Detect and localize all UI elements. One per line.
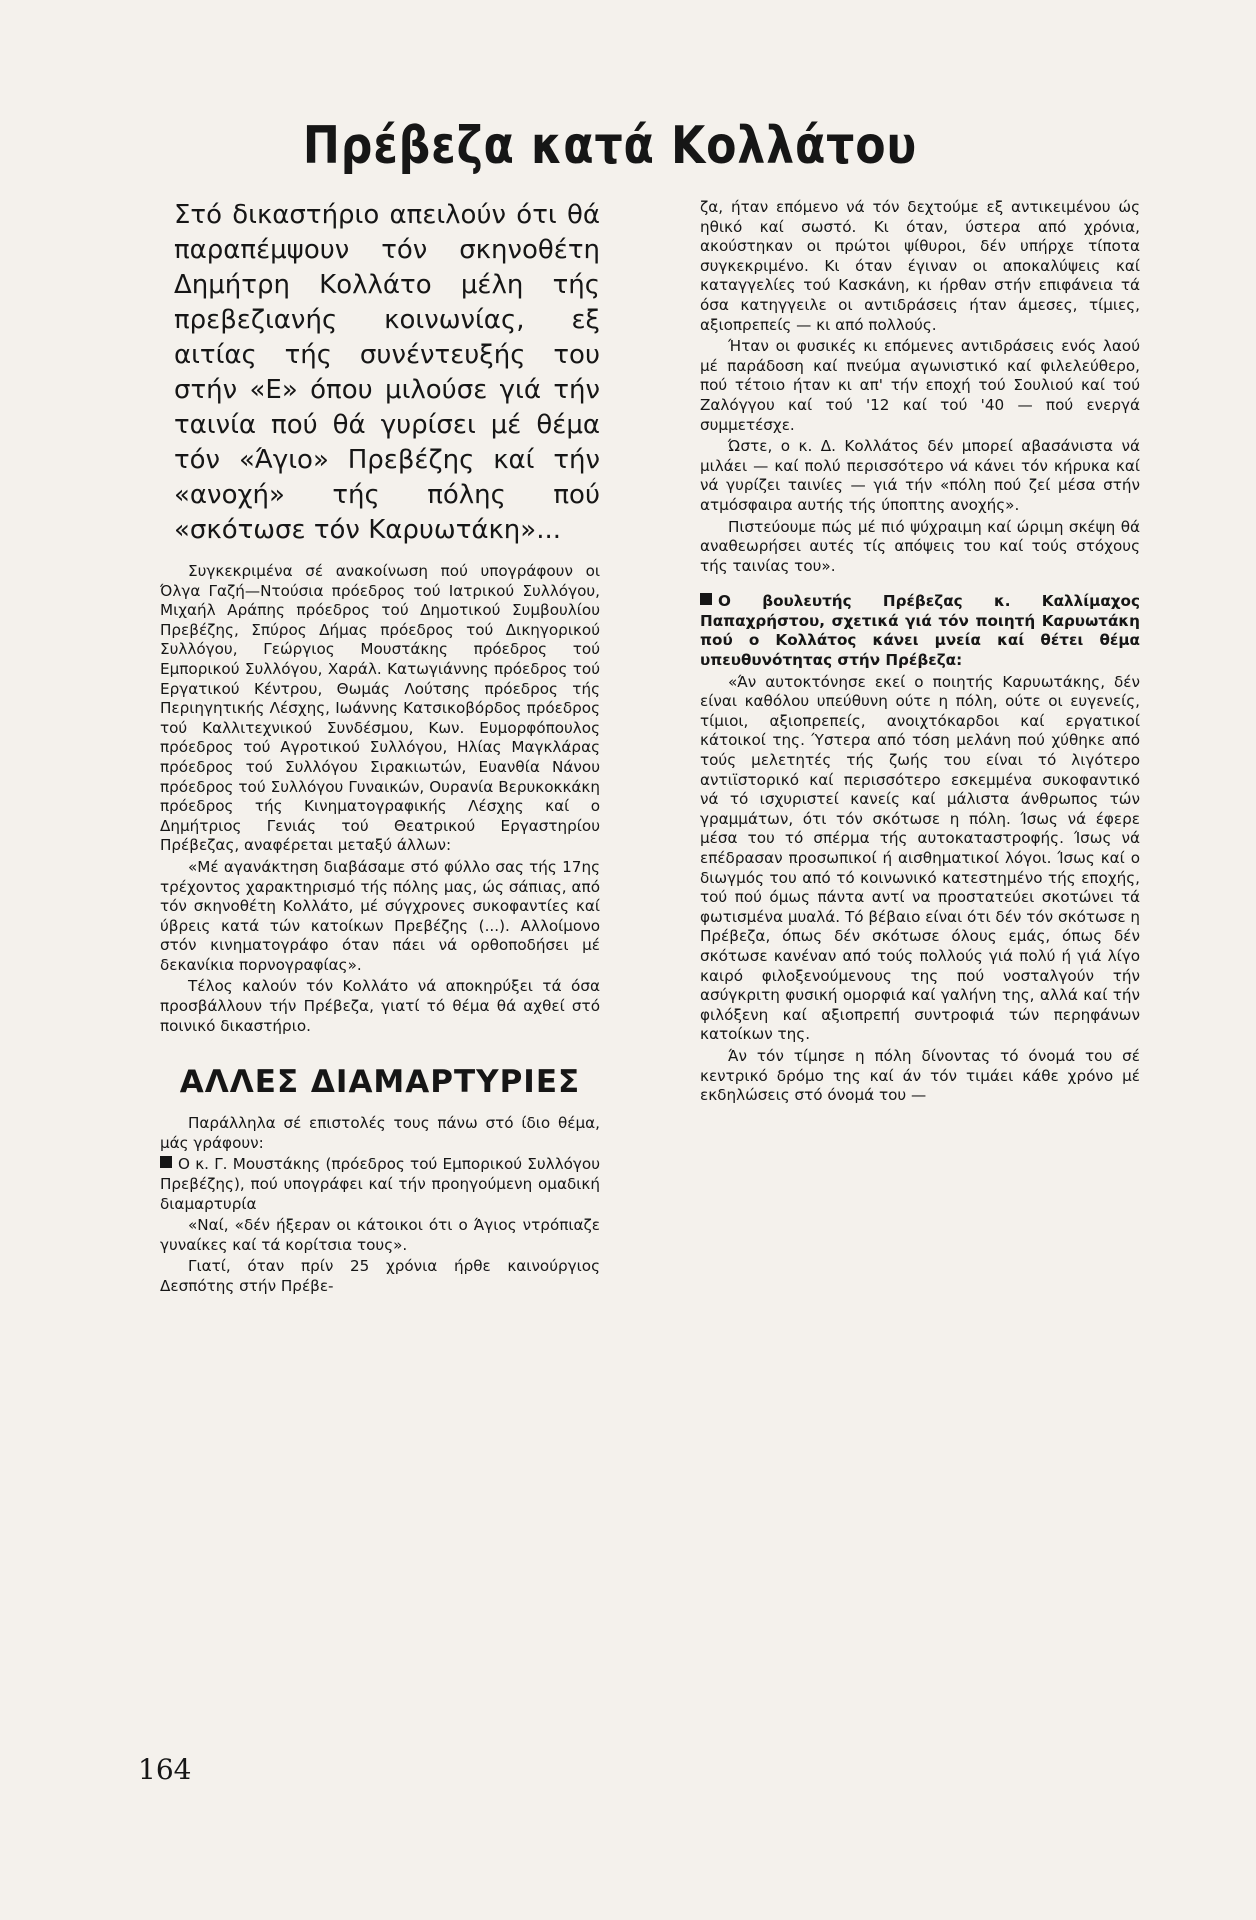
body-paragraph: Συγκεκριμένα σέ ανακοίνωση πού υπογράφουν οι Όλγα Γαζή—Ντούσια πρόεδρος τού Ιατρικού Συλλόγου, Μιχαήλ Αράπης πρόεδρος τού Δημοτικού Συμβουλίου Πρεβέζης, Σπύρος Δήμας πρόεδρος τού Δικηγορικού Συλλόγου, Γεώργιος Μουστάκης πρόεδρος τού Εμπορικού Συλλόγου, Χαράλ. Κατωγιάννης πρόεδρος τού Εργατικού Κέντρου, Θωμάς Λούτσης πρόεδρος τής Περιηγητικής Λέσχης, Ιωάννης Κατσικοβόρδος πρόεδρος τού Καλλιτεχνικού Συνδέσμου, Κων. Ευμορφόπουλος πρόεδρος τού Αγροτικού Συλλόγου, Ηλίας Μαγκλάρας πρόεδρος τού Συλλόγου Σιρακιωτών, Ευανθία Νάνου πρόεδρος τού Συλλόγου Γυναικών, Ουρανία Βερυκοκκάκη πρόεδρος τής Κινηματογραφικής Λέσχης καί ο Δημήτριος Γενιάς τού Θεατρικού Εργαστηρίου Πρέβεζας, αναφέρεται μεταξύ άλλων: <box>160 562 600 855</box>
body-paragraph: Ήταν οι φυσικές κι επόμενες αντιδράσεις ενός λαού μέ παράδοση καί πνεύμα αγωνιστικό καί φιλελεύθερο, πού τέτοιο ήταν κι απ' τήν εποχή τού Σουλιού καί τού Ζαλόγγου καί τού '12 καί τού '40 — πού ενεργά συμμετέσχε. <box>700 337 1140 434</box>
square-bullet-icon <box>160 1156 172 1168</box>
spacer <box>700 578 1140 592</box>
body-paragraph: «Άν αυτοκτόνησε εκεί ο ποιητής Καρυωτάκης, δέν είναι καθόλου υπεύθυνη ούτε η πόλη, ούτε οι ευγενείς, τίμιοι, αξιοπρεπείς, ανοιχτόκαρδοι καί εργατικοί κάτοικοί της. Ύστερα από τόση μελάνη πού χύθηκε από τούς μελετητές τής ζωής του είναι τό λιγότερο αντιϊστορικό καί περισσότερο εσκεμμένα συκοφαντικό νά τό ισχυριστεί κανείς καί μάλιστα άνθρωπος τών γραμμάτων, ότι τόν σκότωσε η πόλη. Ίσως νά έφερε μέσα του τό σπέρμα τής αυτοκαταστροφής. Ίσως νά επέδρασαν προσωπικοί ή αισθηματικοί λόγοι. Ίσως καί ο διωγμός του από τό κοινωνικό κατεστημένο τής εποχής, τού πού όμως πάντα αντί να προστατεύει σκοτώνει τά φωτισμένα μυαλά. Τό βέβαιο είναι ότι δέν τόν σκότωσε η Πρέβεζα, όπως δέν σκότωσε όλους εμάς, όπως δέν σκότωσε κανέναν από τούς πολλούς γιά πολύ ή γιά λίγο καιρό φιλοξενούμενους της πού νοσταλγούν τήν ασύγκριτη φυσική ομορφιά καί γαλήνη της, αλλά καί τήν φιλόξενη καί αξιοπρεπή συντροφιά τών περηφάνων κατοίκων της. <box>700 672 1141 1044</box>
body-paragraph: Ώστε, ο κ. Δ. Κολλάτος δέν μπορεί αβασάνιστα νά μιλάει — καί πολύ περισσότερο νά κάνει τόν κήρυκα καί νά γυρίζει ταινίες — γιά τήν «πόλη πού ζεί μέσα στήν ατμόσφαιρα αυτής τής ύποπτης ανοχής». <box>700 437 1140 514</box>
body-paragraph <box>160 1155 600 1214</box>
body-paragraph: Γιατί, όταν πρίν 25 χρόνια ήρθε καινούργιος Δεσπότης στήν Πρέβε- <box>160 1257 600 1295</box>
body-paragraph: «Ναί, «δέν ήξεραν οι κάτοικοι ότι ο Άγιος ντρόπιαζε γυναίκες καί τά κορίτσια τους». <box>160 1216 600 1254</box>
bullet-text: Ο κ. Γ. Μουστάκης (πρόεδρος τού Εμπορικού Συλλόγου Πρεβέζης), πού υπογράφει καί τήν προηγούμενη ομαδική διαμαρτυρία <box>160 1155 600 1213</box>
body-paragraph: Άν τόν τίμησε η πόλη δίνοντας τό όνομά του σέ κεντρικό δρόμο της καί άν τόν τιμάει κάθε χρόνο μέ εκδηλώσεις στό όνομά του — <box>700 1046 1140 1105</box>
article-lead: Στό δικαστήριο απειλούν ότι θά παραπέμψουν τόν σκηνοθέτη Δημήτρη Κολλάτο μέλη τής πρεβεζιανής κοινωνίας, εξ αιτίας τής συνέντευξής του στήν «Ε» όπου μιλούσε γιά τήν ταινία πού θά γυρίσει μέ θέμα τόν «Άγιο» Πρεβέζης καί τήν «ανοχή» τής πόλης πού «σκότωσε τόν Καρυωτάκη»... <box>174 200 600 545</box>
body-paragraph: «Μέ αγανάκτηση διαβάσαμε στό φύλλο σας τής 17ης τρέχοντος χαρακτηρισμό τής πόλης μας, ώς σάπιας, από τόν σκηνοθέτη Κολλάτο, μέ σύγχρονες συκοφαντίες καί ύβρεις κατά τών κατοίκων Πρεβέζης (...). Αλλοίμονο στόν κινηματογράφο όταν πάει νά ορθοποδήσει μέ δεκανίκια πορνογραφίας». <box>160 857 600 974</box>
article-title: Πρέβεζα κατά Κολλάτου <box>302 116 918 176</box>
body-paragraph: Τέλος καλούν τόν Κολλάτο νά αποκηρύξει τά όσα προσβάλλουν τήν Πρέβεζα, γιατί τό θέμα θά αχθεί στό ποινικό δικαστήριο. <box>160 977 600 1035</box>
right-column <box>700 198 1140 1108</box>
body-paragraph <box>700 592 1140 670</box>
bullet-text: Ο βουλευτής Πρέβεζας κ. Καλλίμαχος Παπαχρήστου, σχετικά γιά τόν ποιητή Καρυωτάκη πού ο Κολλάτος κάνει μνεία καί θέτει θέμα υπευθυνότητας στήν Πρέβεζα: <box>700 592 1140 670</box>
body-paragraph: ζα, ήταν επόμενο νά τόν δεχτούμε εξ αντικειμένου ώς ηθικό καί σωστό. Κι όταν, ύστερα από χρόνια, ακούστηκαν οι πρώτοι ψίθυροι, δέν υπήρχε τίποτα συγκεκριμένο. Κι όταν έγιναν οι αποκαλύψεις καί καταγγελίες τού Κασκάνη, κι ήρθαν στήν επιφάνεια τά όσα κατηγγειλε οι αντιδράσεις ήταν άμεσες, τίμιες, αξιοπρεπείς — κι από πολλούς. <box>700 198 1140 334</box>
section-subheading: ΑΛΛΕΣ ΔΙΑΜΑΡΤΥΡΙΕΣ <box>179 1064 581 1101</box>
body-paragraph: Παράλληλα σέ επιστολές τους πάνω στό ίδιο θέμα, μάς γράφουν: <box>160 1114 600 1152</box>
page-number: 164 <box>138 1753 192 1786</box>
left-column <box>160 198 600 1299</box>
body-paragraph: Πιστεύουμε πώς μέ πιό ψύχραιμη καί ώριμη σκέψη θά αναθεωρήσει αυτές τίς απόψεις του καί τούς στόχους τής ταινίας του». <box>700 517 1140 575</box>
square-bullet-icon <box>700 593 712 605</box>
